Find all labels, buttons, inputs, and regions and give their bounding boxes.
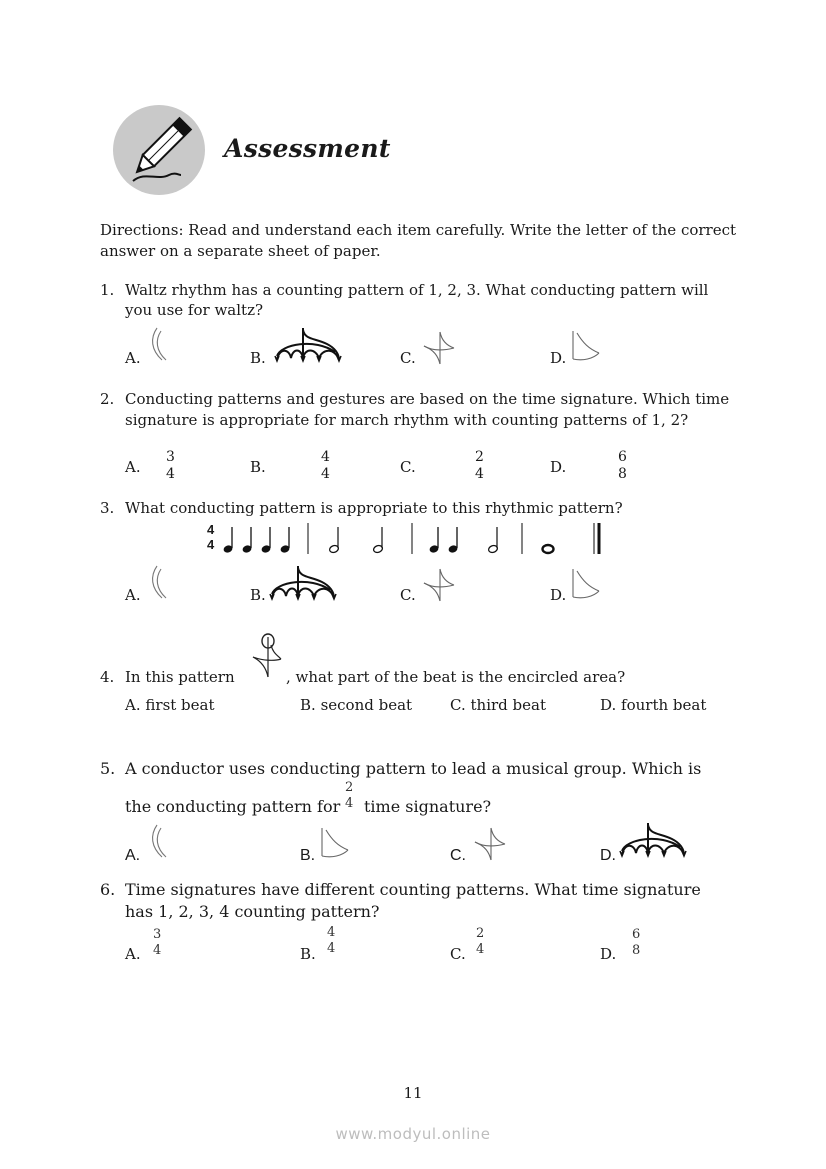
- directions-line-2: answer on a separate sheet of paper.: [100, 242, 381, 260]
- half-note-icon: [373, 527, 384, 554]
- ts-bottom: 8: [632, 943, 641, 958]
- page-title: Assessment: [224, 134, 391, 163]
- time-signature: [327, 925, 335, 957]
- quarter-note-icon: [242, 527, 253, 554]
- question-text-after-icon: , what part of the beat is the encircled area?: [286, 668, 626, 686]
- question-text-line-1: Conducting patterns and gestures are based on the time signature. Which time: [125, 390, 730, 408]
- question-text-line-2-before: the conducting pattern for: [125, 797, 341, 816]
- six-eight-pattern-icon: [275, 326, 345, 364]
- choice-a[interactable]: [125, 695, 215, 716]
- ts-top: 4: [327, 925, 336, 940]
- ts-bottom: 4: [475, 466, 484, 482]
- four-four-pattern-icon: [422, 567, 458, 605]
- ts-bottom: 4: [476, 942, 485, 957]
- choice-d-label[interactable]: D.: [600, 847, 616, 864]
- quarter-note-icon: [448, 527, 459, 554]
- question-text-line-2: you use for waltz?: [125, 301, 264, 319]
- three-four-pattern-icon: [320, 826, 354, 860]
- choice-text: second beat: [320, 696, 413, 714]
- ts-bottom: 4: [345, 796, 354, 811]
- quarter-note-icon: [429, 527, 440, 554]
- question-text-before-icon: In this pattern: [125, 668, 235, 686]
- question-text-line-2: signature is appropriate for march rhythm with counting patterns of 1, 2?: [125, 411, 689, 429]
- three-four-pattern-icon: [571, 329, 605, 363]
- quarter-note-icon: [223, 527, 234, 554]
- one-beat-pattern-icon: [150, 564, 170, 602]
- choice-text: first beat: [145, 696, 215, 714]
- question-number: 6.: [100, 880, 116, 899]
- choice-b-label[interactable]: B.: [250, 586, 266, 604]
- question-number: 2.: [100, 390, 115, 408]
- time-signature: [475, 449, 484, 483]
- choice-b-label[interactable]: B.: [250, 458, 266, 476]
- ts-top: 3: [166, 449, 175, 465]
- ts-top: 4: [207, 522, 215, 537]
- one-beat-pattern-icon: [150, 823, 170, 861]
- time-signature: [166, 449, 175, 483]
- choice-letter: D.: [600, 696, 617, 714]
- choice-b-label[interactable]: B.: [300, 847, 316, 864]
- ts-bottom: 4: [166, 466, 175, 482]
- choice-d-label[interactable]: D.: [550, 349, 567, 367]
- ts-bottom: 4: [321, 466, 330, 482]
- choice-d-label[interactable]: D.: [550, 458, 567, 476]
- choice-a-label[interactable]: A.: [125, 458, 141, 476]
- pencil-icon: [113, 105, 205, 195]
- choice-c-label[interactable]: C.: [450, 945, 466, 963]
- choice-c[interactable]: [450, 695, 546, 716]
- six-eight-pattern-icon: [270, 564, 340, 602]
- rhythm-time-signature: [207, 522, 214, 552]
- question-text-line-2: has 1, 2, 3, 4 counting pattern?: [125, 902, 380, 921]
- question-number: 1.: [100, 281, 115, 299]
- question-text-line-1: Waltz rhythm has a counting pattern of 1, 2, 3. What conducting pattern will: [125, 281, 709, 299]
- page-number: 11: [403, 1084, 423, 1102]
- choice-d[interactable]: [600, 695, 706, 716]
- question-text-line-2-after: time signature?: [364, 797, 492, 816]
- time-signature: [321, 449, 330, 483]
- choice-c-label[interactable]: C.: [450, 847, 466, 864]
- time-signature: [632, 927, 640, 959]
- half-note-icon: [329, 527, 340, 554]
- choice-c-label[interactable]: C.: [400, 458, 416, 476]
- choice-d-label[interactable]: D.: [550, 586, 567, 604]
- ts-top: 4: [321, 449, 330, 465]
- quarter-note-icon: [261, 527, 272, 554]
- time-signature: [618, 449, 627, 483]
- choice-a-label[interactable]: A.: [125, 349, 141, 367]
- ts-bottom: 4: [153, 943, 162, 958]
- directions-line-1: Directions: Read and understand each item carefully. Write the letter of the correct: [100, 221, 737, 239]
- question-text-line-1: Time signatures have different counting patterns. What time signature: [125, 880, 701, 899]
- choice-c-label[interactable]: C.: [400, 586, 416, 604]
- whole-note-icon: [543, 545, 554, 553]
- choice-d-label[interactable]: D.: [600, 945, 617, 963]
- choice-b-label[interactable]: B.: [300, 945, 316, 963]
- ts-top: 3: [153, 927, 162, 942]
- ts-bottom: 4: [207, 537, 215, 552]
- question-text-line-1: A conductor uses conducting pattern to lead a musical group. Which is: [125, 759, 702, 778]
- rhythm-notation: [218, 521, 618, 557]
- question-number: 5.: [100, 759, 116, 778]
- choice-b[interactable]: [300, 695, 412, 716]
- question-number: 4.: [100, 668, 115, 686]
- ts-bottom: 4: [327, 941, 336, 956]
- encircled-four-four-pattern-icon: [251, 633, 287, 683]
- ts-top: 6: [618, 449, 627, 465]
- three-four-pattern-icon: [571, 567, 605, 601]
- choice-a-label[interactable]: A.: [125, 945, 141, 963]
- ts-top: 2: [476, 926, 485, 941]
- choice-letter: A.: [125, 696, 141, 714]
- question-number: 3.: [100, 499, 115, 517]
- watermark: www.modyul.online: [335, 1125, 491, 1143]
- choice-letter: B.: [300, 696, 316, 714]
- six-eight-pattern-icon: [620, 821, 690, 861]
- choice-a-label[interactable]: A.: [125, 847, 141, 864]
- choice-text: fourth beat: [621, 696, 707, 714]
- time-signature: [476, 926, 484, 958]
- ts-bottom: 8: [618, 466, 627, 482]
- choice-text: third beat: [470, 696, 546, 714]
- quarter-note-icon: [280, 527, 291, 554]
- time-signature: [345, 780, 353, 812]
- question-text-line-1: What conducting pattern is appropriate to this rhythmic pattern?: [125, 499, 623, 517]
- half-note-icon: [488, 527, 499, 554]
- ts-top: 2: [475, 449, 484, 465]
- assessment-logo: [113, 105, 205, 195]
- choice-letter: C.: [450, 696, 466, 714]
- choice-c-label[interactable]: C.: [400, 349, 416, 367]
- choice-a-label[interactable]: A.: [125, 586, 141, 604]
- choice-b-label[interactable]: B.: [250, 349, 266, 367]
- four-four-pattern-icon: [422, 330, 458, 368]
- ts-top: 6: [632, 927, 641, 942]
- ts-top: 2: [345, 780, 354, 795]
- time-signature: [153, 927, 161, 959]
- four-four-pattern-icon: [473, 826, 509, 864]
- one-beat-pattern-icon: [150, 326, 170, 364]
